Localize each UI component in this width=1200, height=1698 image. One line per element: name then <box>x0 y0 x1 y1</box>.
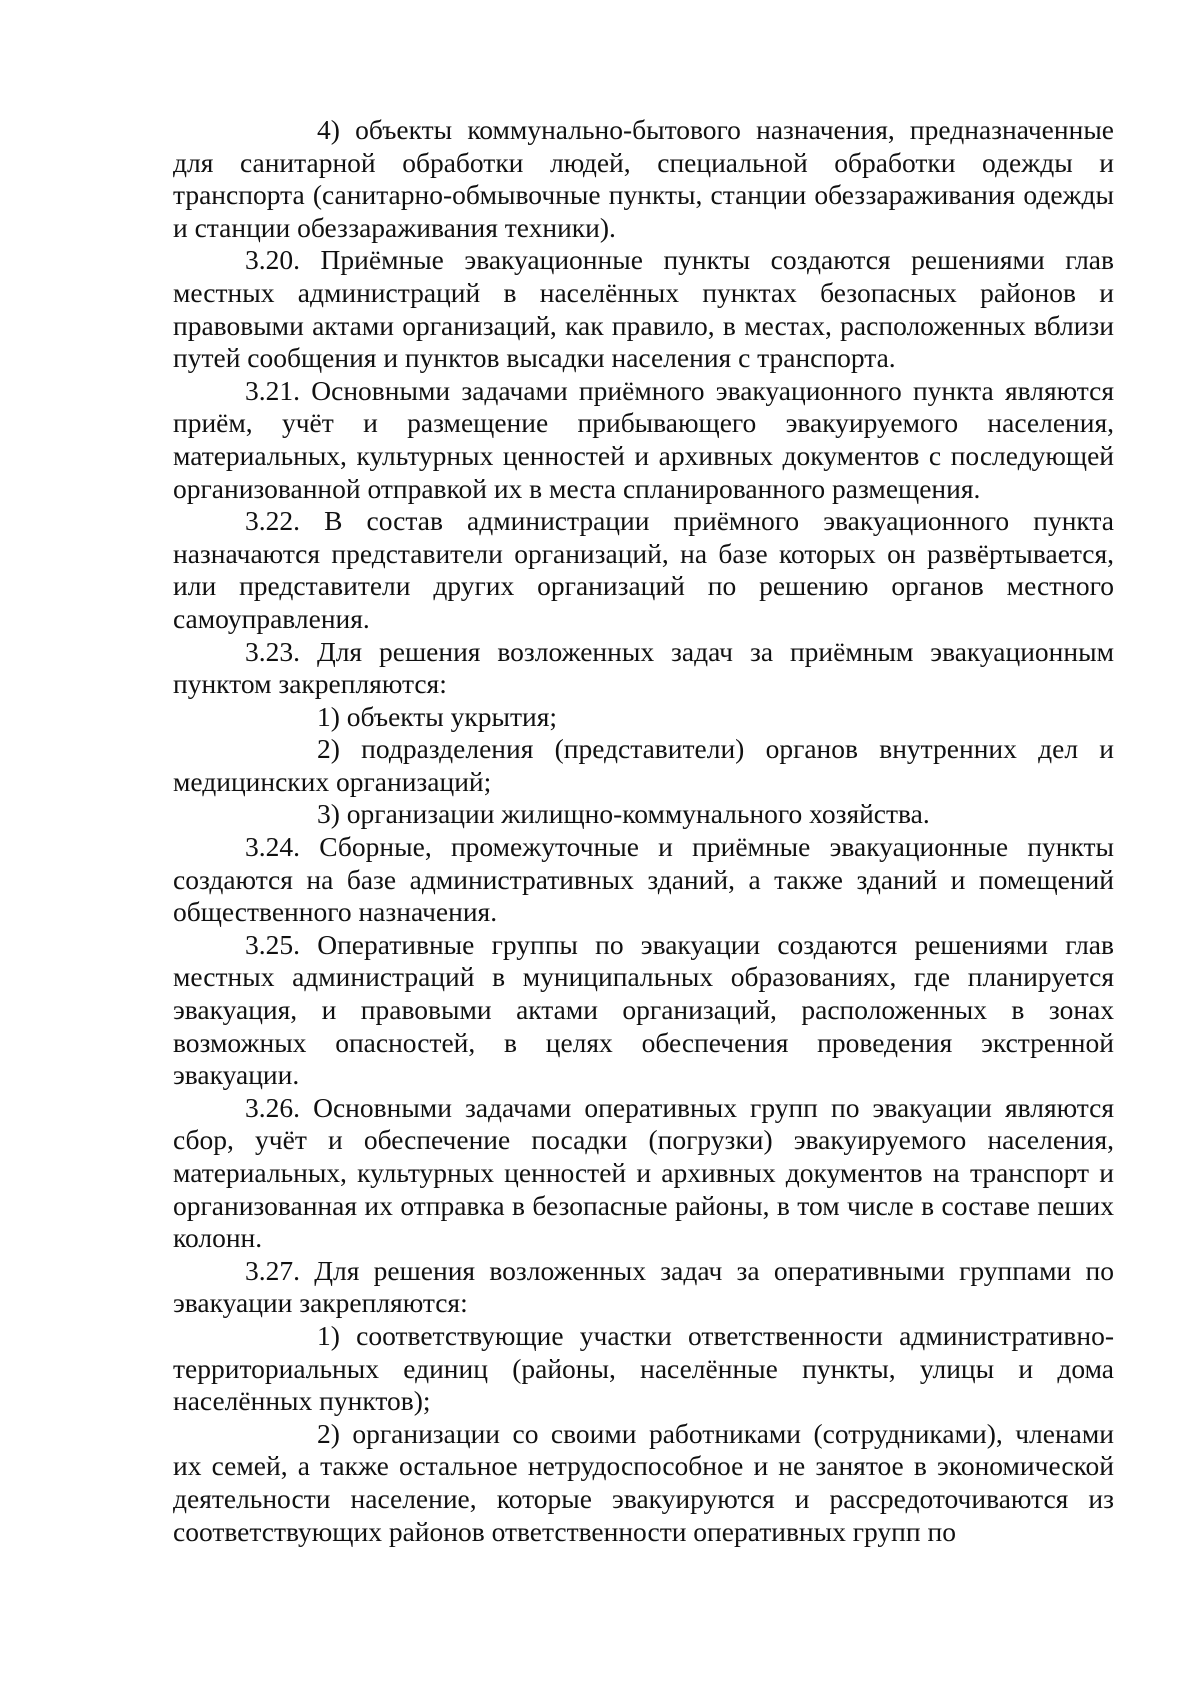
list-text: организации со своими работниками (сотрудниками), членами их семей, а также остальное нетрудоспособное и не занятое в экономической деятельности население, которые эвакуируются и рассредоточиваются из соответствующих районов ответственности оперативных групп по <box>173 1417 1114 1547</box>
paragraph: 3.26. Основными задачами оперативных групп по эвакуации являются сбор, учёт и обеспечение посадки (погрузки) эвакуируемого населения, материальных, культурных ценностей и архивных документов на транспорт и организованная их отправка в безопасные районы, в том числе в составе пеших колонн. <box>173 1091 1114 1254</box>
paragraph: 3.22. В состав администрации приёмного эвакуационного пункта назначаются представители организаций, на базе которых он развёртывается, или представители других организаций по решению органов местного самоуправления. <box>173 505 1114 634</box>
list-text: организации жилищно-коммунального хозяйства. <box>346 798 930 830</box>
paragraph: 3.20. Приёмные эвакуационные пункты создаются решениями глав местных администраций в населённых пунктах безопасных районов и правовыми актами организаций, как правило, в местах, расположенных вблизи путей сообщения и пунктов высадки населения с транспорта. <box>173 244 1114 374</box>
list-item <box>173 1418 1114 1548</box>
paragraph: 3.23. Для решения возложенных задач за приёмным эвакуационным пунктом закрепляются: <box>173 635 1114 700</box>
list-number: 1) <box>317 1319 340 1351</box>
paragraph: 3.24. Сборные, промежуточные и приёмные эвакуационные пункты создаются на базе административных зданий, а также зданий и помещений общественного назначения. <box>173 831 1114 928</box>
list-item <box>173 1320 1114 1418</box>
document-body <box>173 114 1114 1548</box>
paragraph: 3.27. Для решения возложенных задач за оперативными группами по эвакуации закрепляются: <box>173 1254 1114 1319</box>
list-number: 4) <box>317 114 340 145</box>
list-text: объекты укрытия; <box>346 700 558 732</box>
list-item <box>173 733 1114 798</box>
list-number: 2) <box>317 733 340 765</box>
list-number: 1) <box>317 700 340 732</box>
paragraph: 3.21. Основными задачами приёмного эвакуационного пункта являются приём, учёт и размещение прибывающего эвакуируемого населения, материальных, культурных ценностей и архивных документов с последующей организованной отправкой их в места спланированного размещения. <box>173 374 1114 504</box>
list-text: объекты коммунально-бытового назначения, предназначенные для санитарной обработки людей, специальной обработки одежды и транспорта (санитарно-обмывочные пункты, станции обеззараживания одежды и станции обеззараживания техники). <box>173 114 1114 243</box>
paragraph: 3.25. Оперативные группы по эвакуации создаются решениями глав местных администраций в муниципальных образованиях, где планируется эвакуация, и правовыми актами организаций, расположенных в зонах возможных опасностей, в целях обеспечения проведения экстренной эвакуации. <box>173 928 1114 1091</box>
list-text: подразделения (представители) органов внутренних дел и медицинских организаций; <box>173 733 1114 797</box>
list-number: 3) <box>317 798 340 830</box>
list-text: соответствующие участки ответственности административно-территориальных единиц (районы, населённые пункты, улицы и дома населённых пунктов); <box>173 1319 1115 1417</box>
list-item <box>173 114 1114 244</box>
list-item <box>173 798 1114 831</box>
list-number: 2) <box>317 1417 340 1449</box>
list-item <box>173 701 1114 734</box>
